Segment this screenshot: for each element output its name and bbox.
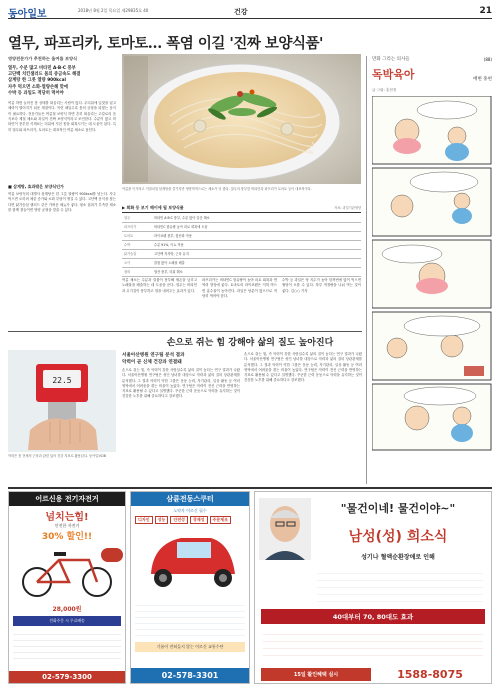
table-cell-food: 열무 xyxy=(122,213,152,222)
scooter-ad-phone[interactable]: 02-578-3301 xyxy=(131,668,249,683)
table-row xyxy=(122,222,361,231)
main-lead: 열무, 수분 많고 비타민 A·B·C 풍부 고단백 치킨샐러드 몸의 중금속도 해결 삼계탕 한 그릇 열량 900kcal 자주 먹으면 소화·열량손해 맞에 수박 등 과일도 적당히 먹어야 xyxy=(8,66,81,96)
cartoon-title: 독박육아 xyxy=(372,68,415,81)
main-subhead-2: ■ 삼계탕, 효과밖은 보양식인가 xyxy=(8,184,64,190)
table-row xyxy=(122,213,361,222)
scooter-ad-sub: 노약자 어르신 필수 xyxy=(173,508,207,513)
feature-badge: 경제성 xyxy=(190,516,208,524)
main-headline: 열무, 파프리카, 토마토… 폭염 이길 '진짜 보양식품' xyxy=(8,35,323,52)
grip-photo xyxy=(8,350,116,452)
table-cell-effect: 칼륨 많아 노폐물 배출 xyxy=(152,258,361,267)
masthead xyxy=(8,5,492,19)
table-cell-food: 참외 xyxy=(122,267,152,276)
table-cell-effect: 라이코펜 풍부, 항산화 작용 xyxy=(152,231,361,240)
health-ad-quote: "물건이네! 물건이야~" xyxy=(340,502,456,515)
health-ad-info xyxy=(263,628,483,658)
cold-noodle-photo xyxy=(122,54,361,184)
feature-badge: 주문제조 xyxy=(210,516,231,524)
main-body-col2: 여름 채소는 수분과 칼륨이 풍부해 체온을 낮추고 노폐물을 배출하는 데 도움을 준다. 열무는 비타민과 무기질이 풍부하고 열을 내려주는 효과가 있다. xyxy=(122,278,197,293)
bike-ad-slogan: 넘치는힘! xyxy=(45,512,89,523)
scooter-image xyxy=(131,524,250,594)
main-subhead: 영양전문가가 추천하는 올여름 보양식 xyxy=(8,56,78,61)
cartoon-author: 배변 홍현 xyxy=(473,77,492,82)
health-ad-bottom: 15일 활인혜택 실시 xyxy=(261,668,371,681)
bike-ad-phone[interactable]: 02-579-3300 xyxy=(9,671,125,683)
ad-divider xyxy=(8,487,492,489)
table-cell-food: 오이 xyxy=(122,258,152,267)
table-row xyxy=(122,231,361,240)
grip-headline: 손으로 쥐는 힘 강해야 삶의 질도 높아진다 xyxy=(166,338,334,348)
food-table-title: ▶ 회화 등 보기 해이에 될 보양식품 xyxy=(122,205,184,210)
spokesperson-photo xyxy=(259,498,311,560)
newspaper-logo: 동아일보 xyxy=(8,9,47,20)
health-ad-phone[interactable]: 1588-8075 xyxy=(397,668,463,681)
bike-ad[interactable] xyxy=(8,491,126,684)
table-cell-food: 파프리카 xyxy=(122,222,152,231)
food-table xyxy=(122,213,361,277)
section-divider xyxy=(8,331,362,332)
feature-badge: 성능 xyxy=(155,516,169,524)
table-cell-effect: 엽산 풍부, 더위 해소 xyxy=(152,267,361,276)
bike-ad-discount: 30% 할인!! xyxy=(41,532,93,542)
main-body-col4: 수박 등 과일은 당 지수가 높아 한꺼번에 많이 먹으면 혈당이 오를 수 있다. 하루 적정량을 나눠 먹는 것이 좋다. 김○○ 기자 xyxy=(282,278,361,293)
cartoon-number: (88) xyxy=(483,56,492,62)
grip-photo-caption: 악력은 몸 전체의 근육과 관련 있어 건강 지표로 활용된다. 동아일보DB xyxy=(8,454,106,458)
table-cell-effect: 비타민 A·B·C 풍부, 수분 많아 갈증 해소 xyxy=(152,213,361,222)
cartoon-series: 만화 그리는 의사들 xyxy=(372,57,410,62)
scooter-ad-bottom: 기름이 전혀들지 않는 어르신 교통수단 xyxy=(135,642,245,652)
health-ad-product: 남성(성) 희소식 xyxy=(348,529,448,545)
cartoon-credit: 글·그림: 홍현정 xyxy=(372,88,397,92)
table-row xyxy=(122,258,361,267)
health-ad-age: 40대부터 70, 80대도 효과 xyxy=(261,609,485,624)
bike-ad-details xyxy=(13,629,121,663)
table-cell-effect: 수분 91%, 이뇨 작용 xyxy=(152,240,361,249)
bike-image xyxy=(9,542,126,600)
main-body-col3: 파프리카는 비타민C 함유량이 높아 피로 회복과 면역력 향상에 좋다. 토마토의 라이코펜은 익혀 먹으면 흡수율이 높아진다. 과일은 당분이 많으므로 적당히 먹어야 한다. xyxy=(202,278,277,298)
main-article-left-column xyxy=(8,56,116,308)
food-table-source: 자료: 과일기관영양 xyxy=(334,206,361,210)
bike-ad-sub: 안전한 자전거 xyxy=(54,523,80,528)
health-ad-details xyxy=(317,567,483,605)
cartoon-panels xyxy=(372,96,492,451)
main-body-col1b: 여름 보양식의 대명사 삼계탕은 한 그릇 열량이 900kcal를 넘는다. 자주 먹으면 오히려 체중 증가와 소화 부담이 생길 수 있다. 고단백 음식을 찾는다면 닭가슴살 샐러드 같은 가벼운 메뉴가 좋다. 평소 섭취가 부족한 채소를 함께 곁들이면 영양 균형을 맞출 수 있다. xyxy=(8,192,116,212)
feature-badge: 안전성 xyxy=(170,516,188,524)
main-body-col1: 여름 하면 늘어진 몸 상태를 떠올리는 사람이 많다. 무더위에 입맛을 잃고 체력이 떨어지기 쉬운 계절이다. 이런 때일수록 몸의 균형을 되찾는 음식이 필요하다. 전문가들은 여름철 보양식 하면 흔히 떠올리는 고칼로리 음식보다 제철 채소와 과일이 진짜 보양식이라고 조언한다. 수분이 많고 비타민이 풍부한 식재료는 더위에 지친 몸을 회복시키는 데 도움이 된다. 특히 열무와 파프리카, 토마토는 대표적인 여름 채소로 꼽힌다. xyxy=(8,101,116,132)
table-cell-food: 수박 xyxy=(122,240,152,249)
table-cell-food: 닭가슴살 xyxy=(122,249,152,258)
bike-ad-price: 28,000원 xyxy=(52,606,82,613)
table-cell-food: 토마토 xyxy=(122,231,152,240)
scooter-ad[interactable] xyxy=(130,491,250,684)
column-divider xyxy=(366,56,367,484)
main-photo-caption: 여름을 이기려고 이열치열 삼계탕을 즐기지만 영양학적으로는 채소가 더 좋다. 열무의 풍부한 비타민과 파프리카 토마토 등이 대표적이다. xyxy=(122,187,312,191)
health-ad-line1: 성기나 혈액순환장애로 인해 xyxy=(361,554,435,561)
grip-body-col2: 손으로 쥐는 힘, 즉 악력이 강한 사람일수록 삶의 질이 높다는 연구 결과가 나왔다. 서울아산병원 연구팀은 성인 남녀를 대상으로 악력과 삶의 질의 상관관계를 분석했다. 그 결과 악력이 약한 그룹은 운동 능력, 자기관리, 일상 활동 등 여러 영역에서 어려움을 겪는 비율이 높았다. 연구팀은 악력이 전신 근력을 반영하는 지표로 활용될 수 있다고 설명했다. 꾸준한 근력 운동으로 악력을 유지하는 것이 건강한 노후를 위해 중요하다고 강조했다. xyxy=(244,352,362,383)
bike-ad-bottom: 전화주문 시 무료배송 xyxy=(13,616,121,626)
food-table-block xyxy=(122,205,361,277)
bike-ad-title: 어르신용 전기자전거 xyxy=(9,492,125,506)
scooter-ad-title: 삼륜전동스쿠터 xyxy=(131,492,249,506)
table-row xyxy=(122,240,361,249)
table-row xyxy=(122,267,361,276)
section-title: 건강 xyxy=(234,8,248,16)
scooter-ad-details xyxy=(135,600,245,640)
scooter-ad-features xyxy=(131,516,249,524)
feature-badge: 디자인 xyxy=(135,516,153,524)
grip-body-col1: 손으로 쥐는 힘, 즉 악력이 강한 사람일수록 삶의 질이 높다는 연구 결과가 나왔다. 서울아산병원 연구팀은 성인 남녀를 대상으로 악력과 삶의 질의 상관관계를 분석했다. 그 결과 악력이 약한 그룹은 운동 능력, 자기관리, 일상 활동 등 여러 영역에서 어려움을 겪는 비율이 높았다. 연구팀은 악력이 전신 근력을 반영하는 지표로 활용될 수 있다고 설명했다. 꾸준한 근력 운동으로 악력을 유지하는 것이 건강한 노후를 위해 중요하다고 강조했다. xyxy=(122,368,240,399)
grip-subhead: 서울아산병원 연구팀 분석 결과 악력이 곧 신체 건강과 연결돼 xyxy=(122,353,185,365)
table-cell-effect: 고단백 저지방, 근육 유지 xyxy=(152,249,361,258)
cartoon-column xyxy=(372,56,492,484)
page-number: 21 xyxy=(479,6,492,16)
svg-text:22.5: 22.5 xyxy=(52,376,72,385)
table-row xyxy=(122,249,361,258)
table-cell-effect: 비타민C 함유량 높아 피로 회복에 도움 xyxy=(152,222,361,231)
health-ad[interactable] xyxy=(254,491,492,684)
issue-date: 2018년 8월 2일 목요일 제29835호 40 xyxy=(78,8,149,13)
